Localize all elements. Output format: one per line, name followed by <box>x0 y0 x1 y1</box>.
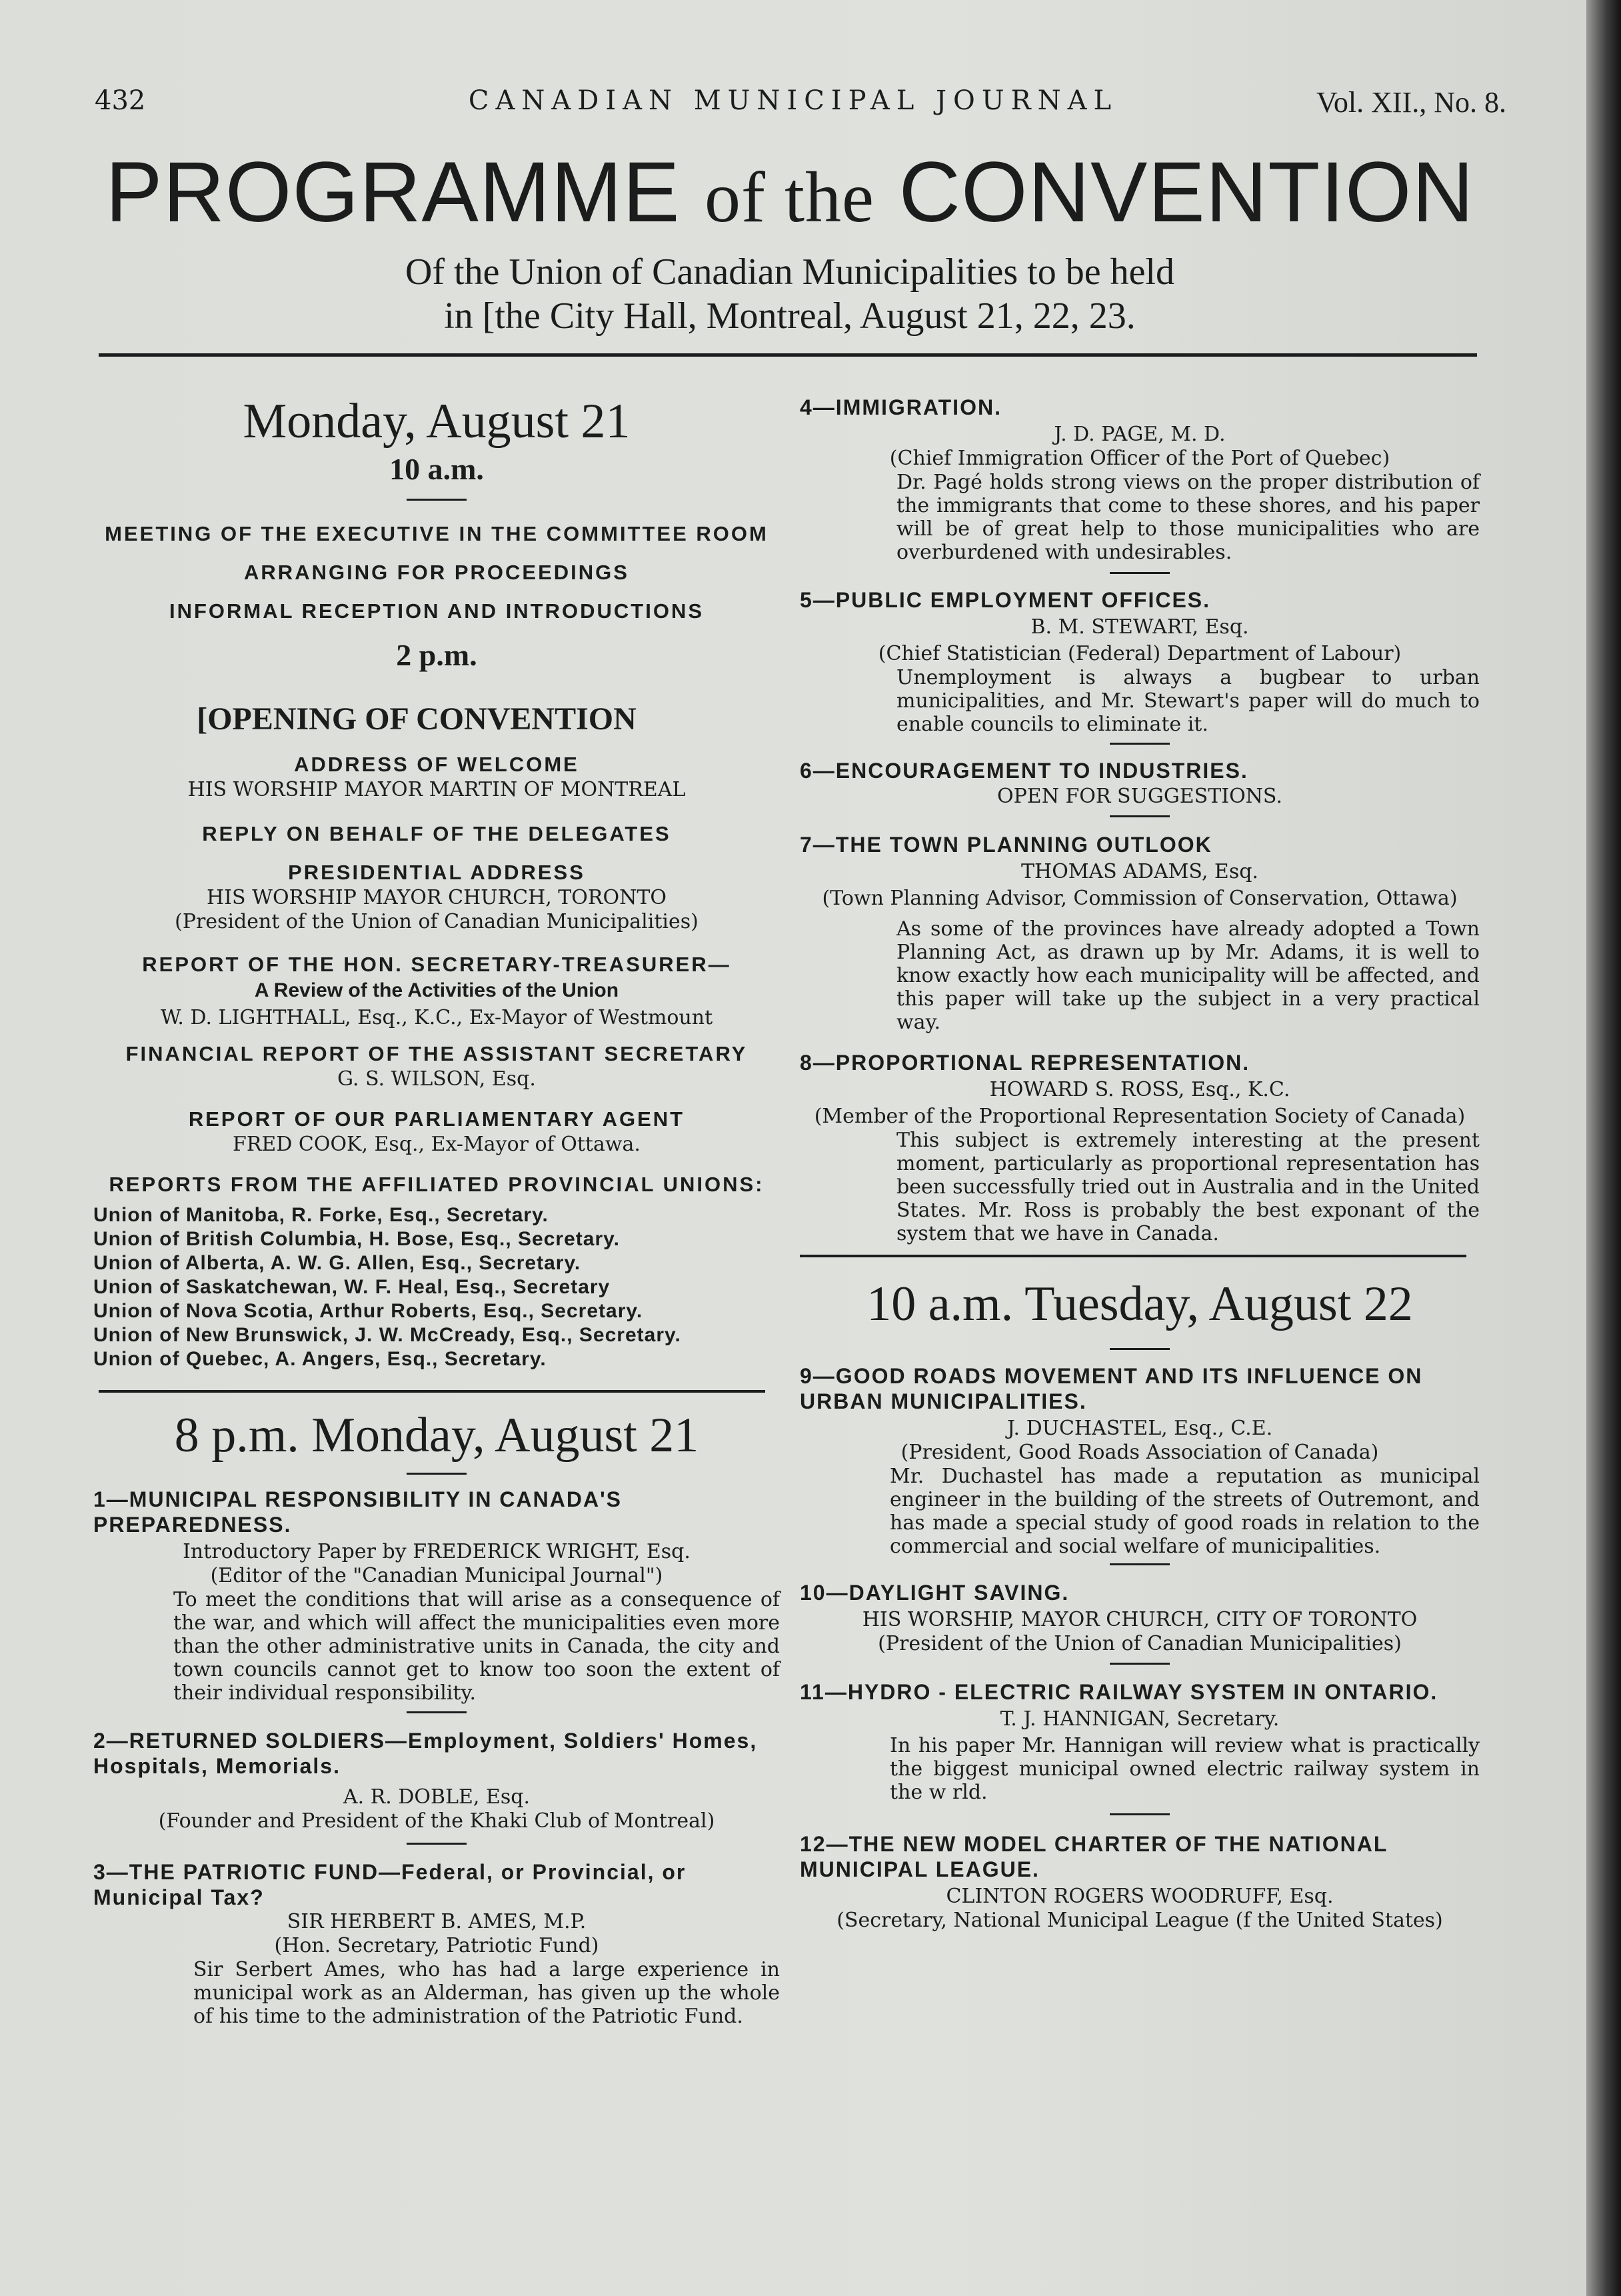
welcome-speaker: HIS WORSHIP MAYOR MARTIN OF MONTREAL <box>187 778 686 801</box>
item-11-speaker: T. J. HANNIGAN, Secretary. <box>1000 1707 1280 1731</box>
arranging-proceedings: ARRANGING FOR PROCEEDINGS <box>244 561 629 584</box>
title-of-the: of the <box>705 158 874 237</box>
item-6-heading: 6—ENCOURAGEMENT TO INDUSTRIES. <box>800 759 1248 783</box>
volume-number: Vol. XII., No. 8. <box>1316 86 1506 119</box>
evening-heading: 8 p.m. Monday, August 21 <box>174 1408 699 1463</box>
item-12-heading: 12—THE NEW MODEL CHARTER OF THE NATIONAL MUNICIPAL LEAGUE. <box>800 1832 1388 1881</box>
item-2-speaker: A. R. DOBLE, Esq. <box>343 1785 531 1809</box>
divider <box>1110 1563 1170 1565</box>
affiliated-unions-heading: REPORTS FROM THE AFFILIATED PROVINCIAL UNIONS: <box>109 1173 765 1196</box>
item-9-description: Mr. Duchastel has made a reputation as municipal engineer in the building of the streets of Outremont, and has made a special study of good roads in relation to the commercial and social welfare of municipalities. <box>890 1465 1480 1558</box>
list-item: Union of Saskatchewan, W. F. Heal, Esq., Secretary <box>93 1276 611 1298</box>
subtitle-line-2: in [the City Hall, Montreal, August 21, 22, 23. <box>444 295 1136 337</box>
item-11-description: In his paper Mr. Hannigan will review what is practically the biggest municipal owned electric railway system in the w rld. <box>890 1734 1480 1804</box>
item-8-heading: 8—PROPORTIONAL REPRESENTATION. <box>800 1051 1250 1075</box>
divider <box>407 499 467 501</box>
list-item: Union of Nova Scotia, Arthur Roberts, Esq., Secretary. <box>93 1300 643 1322</box>
list-item: Union of New Brunswick, J. W. McCready, Esq., Secretary. <box>93 1324 681 1346</box>
item-4-role: (Chief Immigration Officer of the Port of Quebec) <box>889 447 1390 470</box>
list-item: Union of Quebec, A. Angers, Esq., Secretary. <box>93 1348 547 1370</box>
parliamentary-agent-report: REPORT OF OUR PARLIAMENTARY AGENT <box>188 1107 685 1131</box>
item-12-role: (Secretary, National Municipal League (f the United States) <box>836 1909 1443 1932</box>
time-2pm: 2 p.m. <box>396 638 477 672</box>
list-item: Union of Manitoba, R. Forke, Esq., Secretary. <box>93 1204 549 1226</box>
divider <box>1110 743 1170 745</box>
financial-speaker: G. S. WILSON, Esq. <box>337 1067 536 1091</box>
item-3-speaker: SIR HERBERT B. AMES, M.P. <box>287 1910 587 1933</box>
presidential-address: PRESIDENTIAL ADDRESS <box>288 861 585 884</box>
list-item: Union of Alberta, A. W. G. Allen, Esq., Secretary. <box>93 1252 581 1274</box>
item-5-heading: 5—PUBLIC EMPLOYMENT OFFICES. <box>800 588 1211 612</box>
parliamentary-agent: FRED COOK, Esq., Ex-Mayor of Ottawa. <box>233 1133 641 1156</box>
item-1-heading: 1—MUNICIPAL RESPONSIBILITY IN CANADA'S PREPAREDNESS. <box>93 1487 623 1537</box>
item-10-heading: 10—DAYLIGHT SAVING. <box>800 1581 1070 1605</box>
item-4-heading: 4—IMMIGRATION. <box>800 395 1002 419</box>
item-8-speaker: HOWARD S. ROSS, Esq., K.C. <box>989 1078 1290 1101</box>
item-1-description: To meet the conditions that will arise as a consequence of the war, and which will affect the municipalities even more than the other administrative units in Canada, the city and town councils cannot get to know too soon the extent of their individual responsibility. <box>173 1588 780 1705</box>
title-programme: PROGRAMME <box>105 145 681 240</box>
item-3-description: Sir Serbert Ames, who has had a large experience in municipal work as an Alderman, has given up the whole of his time to the administration of the Patriotic Fund. <box>193 1958 780 2028</box>
left-column <box>93 393 780 2028</box>
item-5-description: Unemployment is always a bugbear to urban municipalities, and Mr. Stewart's paper will do much to enable councils to eliminate it. <box>896 666 1480 736</box>
divider <box>407 1711 467 1713</box>
secretary-treasurer-report: REPORT OF THE HON. SECRETARY-TREASURER— <box>142 953 731 976</box>
presidential-role: (President of the Union of Canadian Municipalities) <box>175 910 699 933</box>
journal-title: CANADIAN MUNICIPAL JOURNAL <box>468 85 1118 116</box>
page-title <box>93 143 1486 241</box>
item-7-role: (Town Planning Advisor, Commission of Conservation, Ottawa) <box>822 887 1458 910</box>
secretary-treasurer-speaker: W. D. LIGHTHALL, Esq., K.C., Ex-Mayor of Westmount <box>160 1006 713 1029</box>
financial-report: FINANCIAL REPORT OF THE ASSISTANT SECRETARY <box>125 1042 748 1065</box>
item-7-description: As some of the provinces have already adopted a Town Planning Act, as drawn up by Mr. Adams, it is well to know exactly how each municipality will be affected, and this paper will take up the subject in a very practical way. <box>896 917 1480 1034</box>
divider <box>407 1473 467 1475</box>
executive-meeting: MEETING OF THE EXECUTIVE IN THE COMMITTEE ROOM <box>105 522 769 545</box>
tuesday-heading: 10 a.m. Tuesday, August 22 <box>866 1277 1413 1331</box>
item-1-role: (Editor of the "Canadian Municipal Journal") <box>210 1564 663 1587</box>
divider <box>1110 815 1170 817</box>
item-2-role: (Founder and President of the Khaki Club of Montreal) <box>158 1809 715 1833</box>
monday-heading: Monday, August 21 <box>243 394 631 449</box>
item-5-speaker: B. M. STEWART, Esq. <box>1030 615 1249 639</box>
item-3-heading: 3—THE PATRIOTIC FUND—Federal, or Provincial, or Municipal Tax? <box>93 1860 687 1909</box>
book-spine-shadow <box>1586 0 1621 2296</box>
time-10am: 10 a.m. <box>389 452 484 486</box>
divider <box>1110 1813 1170 1815</box>
item-9-speaker: J. DUCHASTEL, Esq., C.E. <box>1006 1417 1273 1440</box>
item-9-role: (President, Good Roads Association of Canada) <box>900 1441 1379 1464</box>
right-column <box>800 393 1480 1933</box>
divider <box>1110 1348 1170 1350</box>
divider <box>1110 1663 1170 1665</box>
item-10-speaker: HIS WORSHIP, MAYOR CHURCH, CITY OF TORONTO <box>862 1608 1418 1631</box>
list-item: Union of British Columbia, H. Bose, Esq., Secretary. <box>93 1228 620 1250</box>
union-list <box>93 1203 780 1371</box>
presidential-speaker: HIS WORSHIP MAYOR CHURCH, TORONTO <box>207 886 667 909</box>
item-3-role: (Hon. Secretary, Patriotic Fund) <box>274 1934 599 1957</box>
reply-delegates: REPLY ON BEHALF OF THE DELEGATES <box>202 822 671 845</box>
address-of-welcome: ADDRESS OF WELCOME <box>294 753 579 776</box>
item-1-speaker: Introductory Paper by FREDERICK WRIGHT, Esq. <box>183 1540 691 1563</box>
item-2-heading: 2—RETURNED SOLDIERS—Employment, Soldiers' Homes, Hospitals, Memorials. <box>93 1729 758 1778</box>
item-12-speaker: CLINTON ROGERS WOODRUFF, Esq. <box>946 1885 1334 1908</box>
item-7-speaker: THOMAS ADAMS, Esq. <box>1021 860 1258 883</box>
section-divider <box>800 1255 1466 1257</box>
title-divider <box>99 353 1477 357</box>
item-6-note: OPEN FOR SUGGESTIONS. <box>997 785 1282 808</box>
divider <box>407 1843 467 1845</box>
title-convention: CONVENTION <box>898 145 1474 240</box>
informal-reception: INFORMAL RECEPTION AND INTRODUCTIONS <box>169 599 705 623</box>
item-10-role: (President of the Union of Canadian Municipalities) <box>878 1632 1402 1655</box>
section-divider <box>99 1390 765 1393</box>
item-4-speaker: J. D. PAGE, M. D. <box>1054 423 1226 446</box>
secretary-treasurer-subtitle: A Review of the Activities of the Union <box>254 979 619 1001</box>
subtitle <box>93 250 1486 338</box>
item-5-role: (Chief Statistician (Federal) Department of Labour) <box>878 642 1402 665</box>
item-9-heading: 9—GOOD ROADS MOVEMENT AND ITS INFLUENCE ON URBAN MUNICIPALITIES. <box>800 1364 1423 1413</box>
item-8-description: This subject is extremely interesting at the present moment, particularly as proportional representation has been successfully tried out in Australia and in the United States. Mr. Ross is probably the best exponant of the system that we have in Canada. <box>896 1129 1480 1245</box>
divider <box>1110 572 1170 574</box>
subtitle-line-1: Of the Union of Canadian Municipalities to be held <box>405 251 1174 293</box>
item-7-heading: 7—THE TOWN PLANNING OUTLOOK <box>800 833 1212 857</box>
opening-of-convention: [OPENING OF CONVENTION <box>197 701 637 737</box>
item-8-role: (Member of the Proportional Representation Society of Canada) <box>814 1105 1466 1128</box>
item-11-heading: 11—HYDRO - ELECTRIC RAILWAY SYSTEM IN ONTARIO. <box>800 1680 1438 1704</box>
page-number: 432 <box>95 85 146 116</box>
item-4-description: Dr. Pagé holds strong views on the proper distribution of the immigrants that come to these shores, and his paper will be of great help to those municipalities who are overburdened with undesirables. <box>896 471 1480 564</box>
